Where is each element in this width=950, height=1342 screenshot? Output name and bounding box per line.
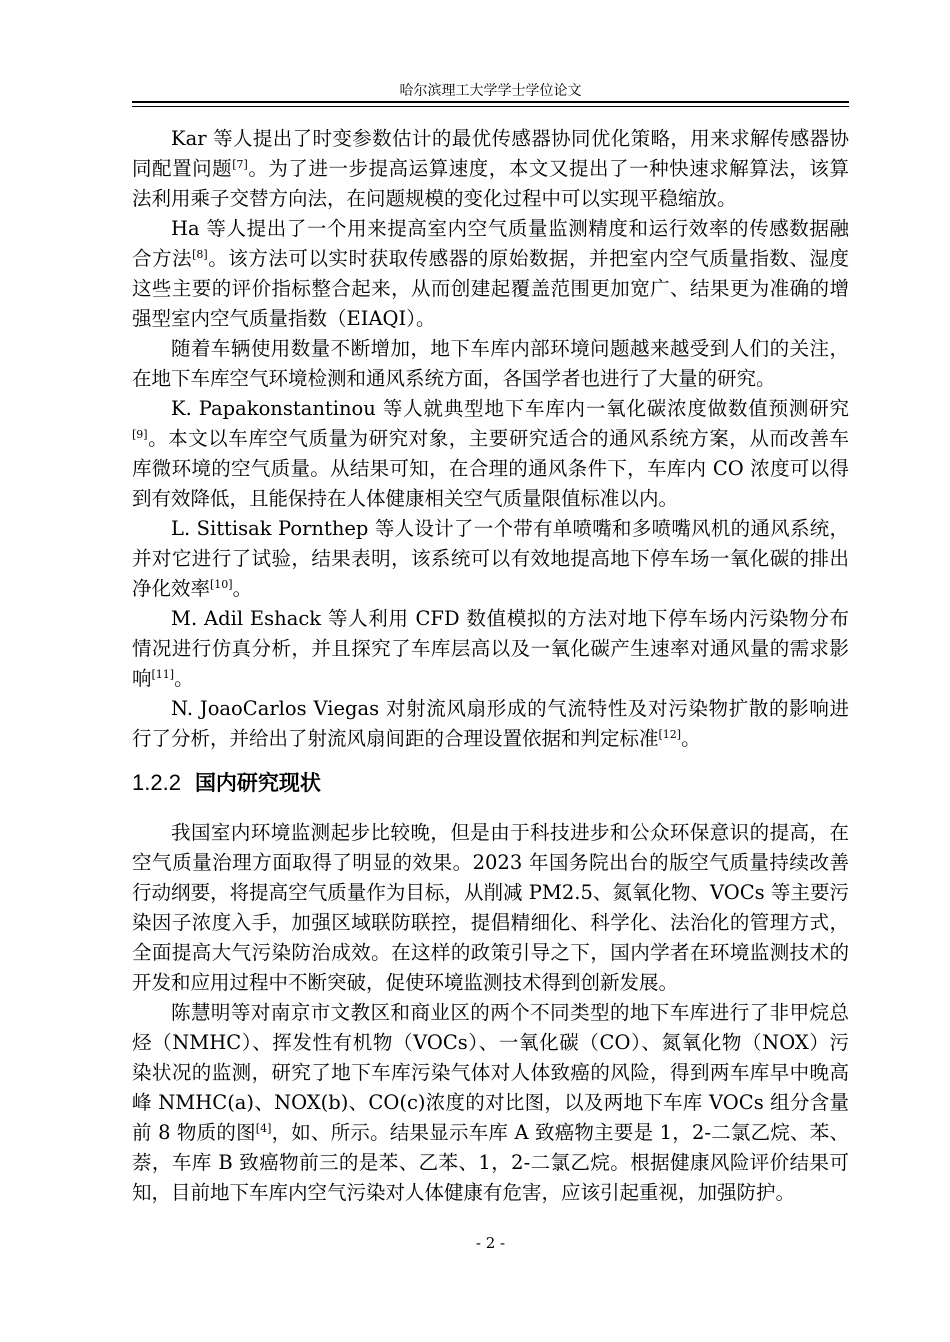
paragraph-text: 随着车辆使用数量不断增加，地下车库内部环境问题越来越受到人们的关注，在地下车库空气环境检测和通风系统方面，各国学者也进行了大量的研究。 (132, 337, 849, 390)
paragraph-sittisak (132, 514, 849, 604)
citation: [10] (210, 578, 233, 591)
paragraph-eshack (132, 604, 849, 694)
paragraph-text: Kar 等人提出了时变参数估计的最优传感器协同优化策略，用来求解传感器协同配置问题 (132, 127, 849, 180)
paragraph-text: 。 (681, 727, 701, 750)
paragraph-text: ，如、所示。结果显示车库 A 致癌物主要是 1，2-二氯乙烷、苯、萘，车库 B 致癌物前三的是苯、乙苯、1，2-二氯乙烷。根据健康风险评价结果可知，目前地下车库内空气污染对人体健康有危害，应该引起重视，加强防护。 (132, 1121, 849, 1204)
section-number: 1.2.2 (132, 770, 181, 795)
section-title: 国内研究现状 (194, 771, 321, 795)
paragraph-domestic-intro (132, 818, 849, 998)
paragraph-text: N. JoaoCarlos Viegas 对射流风扇形成的气流特性及对污染物扩散的影响进行了分析，并给出了射流风扇间距的合理设置依据和判定标准 (132, 697, 849, 750)
paragraph-text: K. Papakonstantinou 等人就典型地下车库内一氧化碳浓度做数值预测研究 (171, 397, 849, 420)
page-body (132, 124, 849, 1208)
page-number: - 2 - (475, 1234, 506, 1252)
running-header: 哈尔滨理工大学学士学位论文 (399, 83, 582, 99)
paragraph-ha (132, 214, 849, 334)
paragraph-text: 。 (232, 577, 253, 600)
paragraph-kar (132, 124, 849, 214)
header-rule-thick (132, 101, 849, 103)
paragraph-text: 。本文以车库空气质量为研究对象，主要研究适合的通风系统方案，从而改善车库微环境的空气质量。从结果可知，在合理的通风条件下，车库内 CO 浓度可以得到有效降低，且能保持在人体健康相关空气质量限值标准以内。 (132, 427, 849, 510)
citation: [4] (255, 1122, 272, 1135)
paragraph-viegas (132, 694, 849, 754)
paragraph-text: 。该方法可以实时获取传感器的原始数据，并把室内空气质量指数、湿度这些主要的评价指标整合起来，从而创建起覆盖范围更加宽广、结果更为准确的增强型室内空气质量指数（EIAQI）。 (132, 247, 849, 330)
citation: [11] (151, 668, 175, 681)
section-heading (132, 760, 849, 806)
header-rule-thin (132, 106, 849, 107)
citation: [8] (192, 248, 208, 261)
paragraph-text: 。 (174, 667, 194, 690)
paragraph-chen (132, 998, 849, 1208)
paragraph-vehicles (132, 334, 849, 394)
paragraph-text: M. Adil Eshack 等人利用 CFD 数值模拟的方法对地下停车场内污染物分布情况进行仿真分析，并且探究了车库层高以及一氧化碳产生速率对通风量的需求影响 (132, 607, 849, 690)
paragraph-text: 我国室内环境监测起步比较晚，但是由于科技进步和公众环保意识的提高，在空气质量治理方面取得了明显的效果。2023 年国务院出台的版空气质量持续改善行动纲要，将提高空气质量作为目标，从削减 PM2.5、氮氧化物、VOCs 等主要污染因子浓度入手，加强区域联防联控，提倡精细化、科学化、法治化的管理方式，全面提高大气污染防治成效。在这样的政策引导之下，国内学者在环境监测技术的开发和应用过程中不断突破，促使环境监测技术得到创新发展。 (132, 821, 849, 994)
paragraph-text: 。为了进一步提高运算速度，本文又提出了一种快速求解算法，该算法利用乘子交替方向法，在问题规模的变化过程中可以实现平稳缩放。 (132, 157, 849, 210)
paragraph-papakonstantinou (132, 394, 849, 514)
citation: [9] (132, 428, 148, 441)
citation: [12] (658, 728, 682, 741)
paragraph-text: Ha 等人提出了一个用来提高室内空气质量监测精度和运行效率的传感数据融合方法 (132, 217, 849, 270)
paragraph-text: 陈慧明等对南京市文教区和商业区的两个不同类型的地下车库进行了非甲烷总烃（NMHC）、挥发性有机物（VOCs）、一氧化碳（CO）、氮氧化物（NOX）污染状况的监测，研究了地下车库污染气体对人体致癌的风险，得到两车库早中晚高峰 NMHC(a)、NOX(b)、CO(c)浓度的对比图，以及两地下车库 VOCs 组分含量前 8 物质的图 (132, 1001, 849, 1144)
citation: [7] (232, 158, 248, 171)
paragraph-text: L. Sittisak Pornthep 等人设计了一个带有单喷嘴和多喷嘴风机的通风系统，并对它进行了试验，结果表明，该系统可以有效地提高地下停车场一氧化碳的排出净化效率 (132, 517, 849, 600)
